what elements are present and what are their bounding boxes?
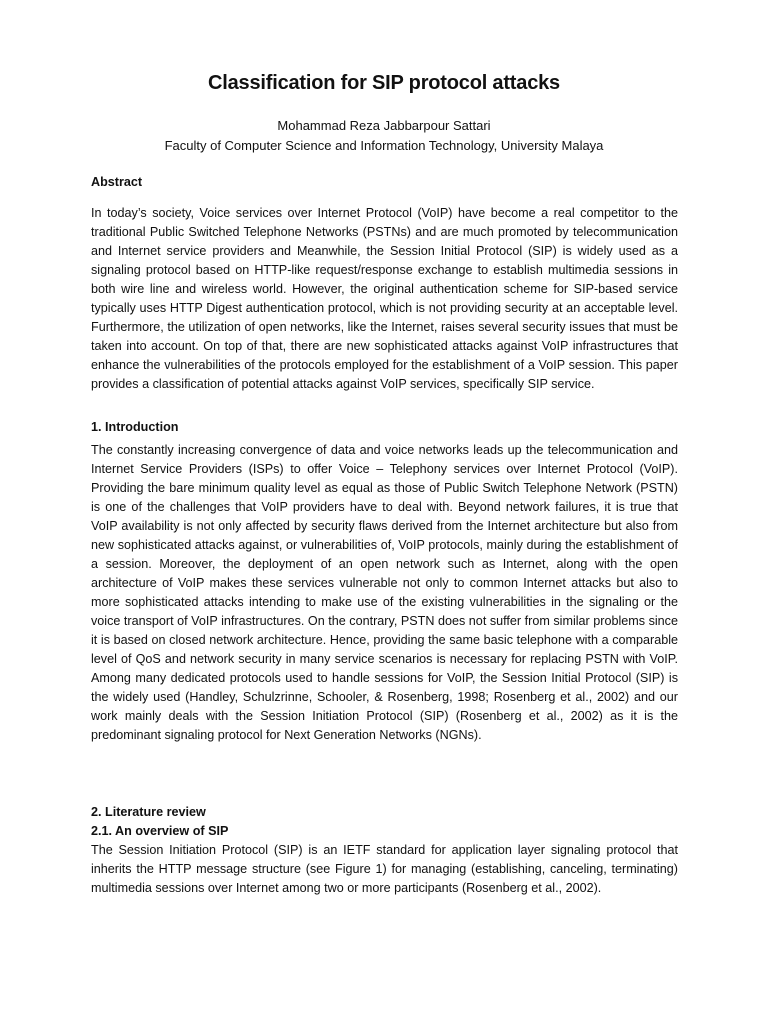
sip-overview-paragraph: The Session Initiation Protocol (SIP) is an IETF standard for application layer signaling protocol that inherits the HTTP message structure (see Figure 1) for managing (establishing, canceling, terminating) multimedia sessions over Internet among two or more participants (Rosenberg et al., 2002).	[91, 843, 678, 895]
introduction-section	[91, 441, 678, 745]
author-affiliation: Faculty of Computer Science and Information Technology, University Malaya	[164, 138, 604, 153]
sip-overview-subheading: 2.1. An overview of SIP	[91, 824, 229, 838]
abstract-paragraph: In today’s society, Voice services over Internet Protocol (VoIP) have become a real competitor to the traditional Public Switched Telephone Networks (PSTNs) and are much promoted by telecommunication and Internet service providers and Meanwhile, the Session Initial Protocol (SIP) is widely used as a signaling protocol based on HTTP-like request/response exchange to establish multimedia sessions in both wire line and wireless world. However, the original authentication scheme for SIP-based service typically uses HTTP Digest authentication protocol, which is not providing security at an acceptable level. Furthermore, the utilization of open networks, like the Internet, raises several security issues that must be taken into account. On top of that, there are new sophisticated attacks against VoIP infrastructures that enhance the vulnerabilities of the protocols employed for the establishment of a VoIP session. This paper provides a classification of potential attacks against VoIP services, specifically SIP service.	[91, 206, 678, 391]
sip-overview-section	[91, 841, 678, 898]
introduction-paragraph: The constantly increasing convergence of data and voice networks leads up the telecommunication and Internet Service Providers (ISPs) to offer Voice – Telephony services over Internet Protocol (VoIP). Providing the bare minimum quality level as equal as those of Public Switch Telephone Network (PSTN) is one of the challenges that VoIP providers have to deal with. Beyond network failures, it is true that VoIP availability is not only affected by security flaws derived from the Internet architecture but also from new sophisticated attacks against, or vulnerabilities of, VoIP protocols, mainly during the establishment of a session. Moreover, the deployment of an open network such as Internet, along with the open architecture of VoIP makes these services vulnerable not only to common Internet attacks but also to more sophisticated attacks intending to make use of the existing vulnerabilities in the signaling or the voice transport of VoIP infrastructures. On the contrary, PSTN does not suffer from similar problems since it is based on closed network architecture. Hence, providing the same basic telephone with a comparable level of QoS and network security in many service scenarios is necessary for replacing PSTN with VoIP. Among many dedicated protocols used to handle sessions for VoIP, the Session Initial Protocol (SIP) is the widely used (Handley, Schulzrinne, Schooler, & Rosenberg, 1998; Rosenberg et al., 2002) and our work mainly deals with the Session Initiation Protocol (SIP) (Rosenberg et al., 2002) as it is the predominant signaling protocol for Next Generation Networks (NGNs).	[91, 443, 678, 742]
abstract-heading: Abstract	[91, 175, 143, 189]
author-name: Mohammad Reza Jabbarpour Sattari	[277, 118, 491, 133]
paper-title: Classification for SIP protocol attacks	[208, 72, 560, 94]
literature-review-heading: 2. Literature review	[91, 805, 206, 819]
introduction-heading: 1. Introduction	[91, 420, 179, 434]
abstract-section	[91, 204, 678, 394]
